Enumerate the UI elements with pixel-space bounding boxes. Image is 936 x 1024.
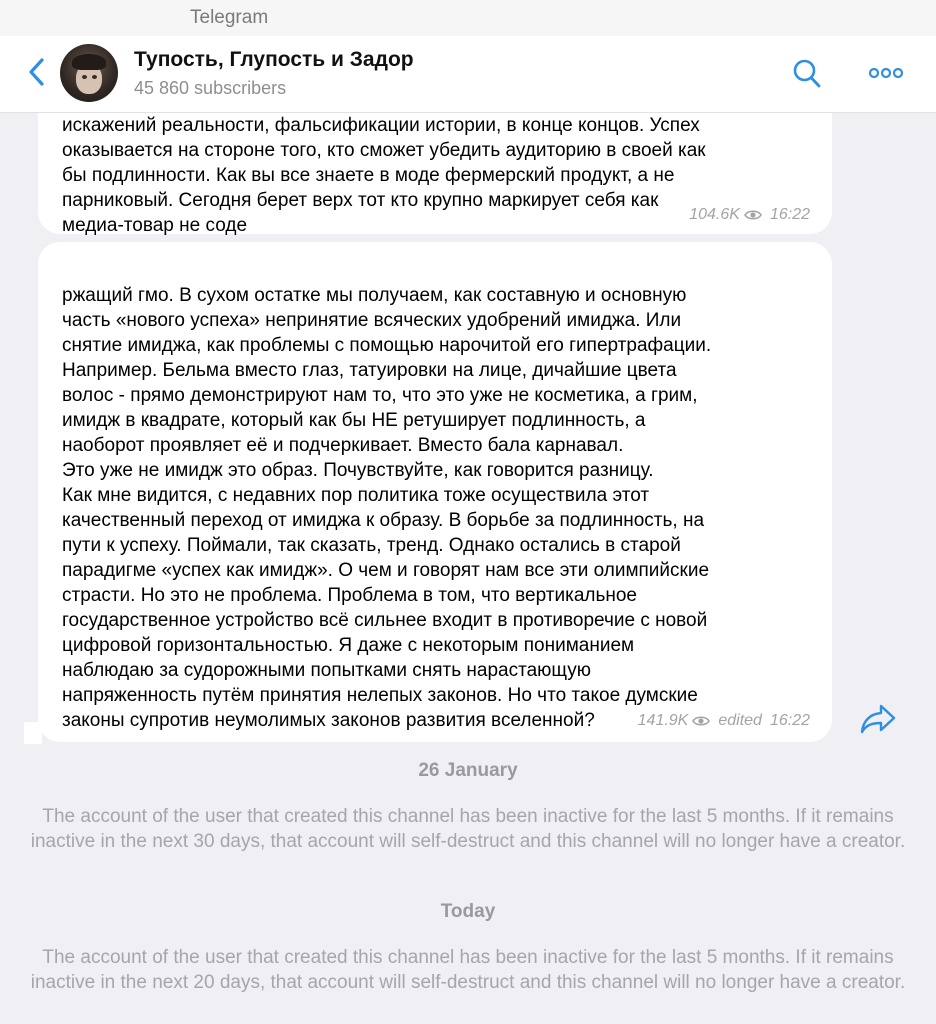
search-icon[interactable]	[792, 58, 822, 90]
message-meta	[638, 712, 810, 730]
message-time: 16:22	[769, 206, 810, 223]
eye-icon	[692, 714, 710, 728]
edited-label: edited	[718, 712, 762, 729]
channel-title[interactable]: Тупость, Глупость и Задор	[134, 48, 414, 71]
date-separator: 26 January	[418, 760, 518, 781]
message-text: ржащий гмо. В сухом остатке мы получаем, как составную и основную часть «нового успеха» непринятие всяческих удобрений имиджа. Или снятие имиджа, как проблемы с помощью нарочитой его гипертрафации. Например. Бельма вместо глаз, татуировки на лице, дичайшие цвета волос - прямо демонстрируют нам то, что это уже не косметика, а грим, имидж в квадрате, который как бы НЕ ретуширует подлинность, а наоборот проявляет её и подчеркивает. Вместо бала карнавал. Это уже не имидж это образ. Почувствуйте, как говорится разницу. Как мне видится, с недавних пор политика тоже осуществила этот качественный переход от имиджа к образу. В борьбе за подлинность, на пути к успеху. Поймали, так сказать, тренд. Однако остались в старой парадигме «успех как имидж». О чем и говорят нам все эти олимпийские страсти. Но это не проблема. Проблема в том, что вертикальное государственное устройство всё сильнее входит в противоречие с новой цифровой горизонтальностью. Я даже с некоторым пониманием наблюдаю за судорожными попытками снять нарастающую напряженность путём принятия нелепых законов. Но что такое думские законы супротив неумолимых законов развития вселенной?	[62, 285, 712, 731]
message-time: 16:22	[769, 712, 810, 729]
message-meta	[689, 206, 810, 224]
message-text: искажений реальности, фальсификации истории, в конце концов. Успех оказывается на стороне того, кто сможет убедить аудиторию в своей как бы подлинности. Как вы все знаете в моде фермерский продукт, а не парниковый. Сегодня берет верх тот кто крупно маркирует себя как медиа-товар не соде	[62, 115, 706, 236]
subscriber-count: 45 860 subscribers	[134, 78, 287, 98]
message-bubble[interactable]	[38, 112, 832, 234]
service-message: The account of the user that created this channel has been inactive for the last 5 months. If it remains inactive in the next 30 days, that account will self-destruct and this channel will no longer have a creator.	[30, 806, 906, 852]
eye-icon	[744, 208, 762, 222]
service-message: The account of the user that created this channel has been inactive for the last 5 months. If it remains inactive in the next 20 days, that account will self-destruct and this channel will no longer have a creator.	[30, 947, 906, 993]
window-titlebar	[0, 0, 936, 36]
view-count: 141.9K	[637, 712, 689, 729]
message-bubble[interactable]	[38, 242, 832, 742]
date-separator: Today	[440, 901, 496, 922]
share-icon[interactable]	[858, 702, 898, 736]
more-icon[interactable]	[868, 64, 904, 82]
bubble-tail	[24, 722, 42, 744]
app-name: Telegram	[190, 7, 269, 28]
avatar[interactable]	[60, 44, 118, 102]
chevron-left-icon[interactable]	[24, 54, 50, 90]
message-list[interactable]	[0, 112, 936, 1024]
chat-header	[0, 36, 936, 113]
view-count: 104.6K	[689, 206, 740, 223]
